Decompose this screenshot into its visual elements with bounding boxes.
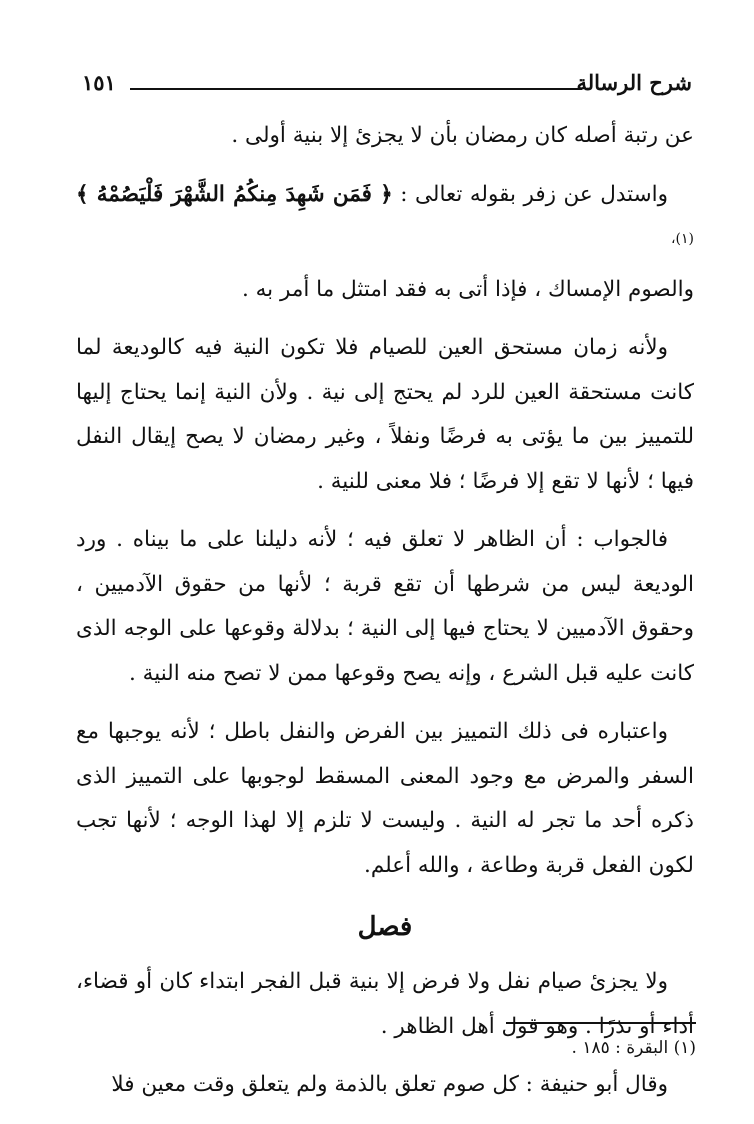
- paragraph: وقال أبو حنيفة : كل صوم تعلق بالذمة ولم يتعلق وقت معين فلا: [111, 1072, 668, 1098]
- quran-verse: ﴿ فَمَن شَهِدَ مِنكُمُ الشَّهْرَ فَلْيَصُمْهُ ﴾: [76, 181, 393, 207]
- header-rule: [130, 88, 582, 90]
- paragraph: فالجواب : أن الظاهر لا تعلق فيه ؛ لأنه دليلنا على ما بيناه . ورد الوديعة ليس من شرطها أن تقع قربة ؛ لأنها من حقوق الآدميين ، وحقوق الآدميين لا يحتاج فيها إلى النية ؛ بدلالة وقوعها على الوجه الذى كانت عليه قبل الشرع ، وإنه يصح وقوعها ممن لا تصح منه النية .: [76, 527, 694, 686]
- page-number: ١٥١: [82, 70, 116, 95]
- body-text: [76, 114, 694, 1122]
- footnote: (١) البقرة : ١٨٥ .: [571, 1038, 696, 1058]
- paragraph: واعتباره فى ذلك التمييز بين الفرض والنفل باطل ؛ لأنه يوجبها مع السفر والمرض مع وجود المعنى المسقط لوجوبها على التمييز الذى ذكره أحد ما تجر له النية . وليست لا تلزم إلا لهذا الوجه ؛ لأنها تجب لكون الفعل قربة وطاعة ، والله أعلم.: [76, 719, 694, 878]
- paragraph: ولأنه زمان مستحق العين للصيام فلا تكون النية فيه كالوديعة لما كانت مستحقة العين للرد لم يحتج إلى نية . ولأن النية إنما يحتاج إليها للتمييز بين ما يؤتى به فرضًا ونفلاً ، وغير رمضان لا يصح إيقال النفل فيها ؛ لأنها لا تقع إلا فرضًا ؛ فلا معنى للنية .: [76, 335, 694, 494]
- footnote-rule: [506, 1022, 696, 1024]
- paragraph: والصوم الإمساك ، فإذا أتى به فقد امتثل ما أمر به .: [241, 276, 694, 302]
- quote-lead: واستدل عن زفر بقوله تعالى :: [400, 181, 668, 207]
- page-header: [82, 66, 692, 106]
- section-heading: فصل: [357, 912, 413, 943]
- running-title: شرح الرسالة: [576, 70, 692, 95]
- paragraph: ولا يجزئ صيام نفل ولا فرض إلا بنية قبل الفجر ابتداء كان أو قضاء، أداء أو نذرًا . وهو قول أهل الظاهر .: [76, 969, 694, 1039]
- paragraph: عن رتبة أصله كان رمضان بأن لا يجزئ إلا بنية أولى .: [231, 123, 694, 148]
- quote-paragraph: [76, 173, 694, 268]
- footnote-marker: (١)،: [671, 231, 694, 247]
